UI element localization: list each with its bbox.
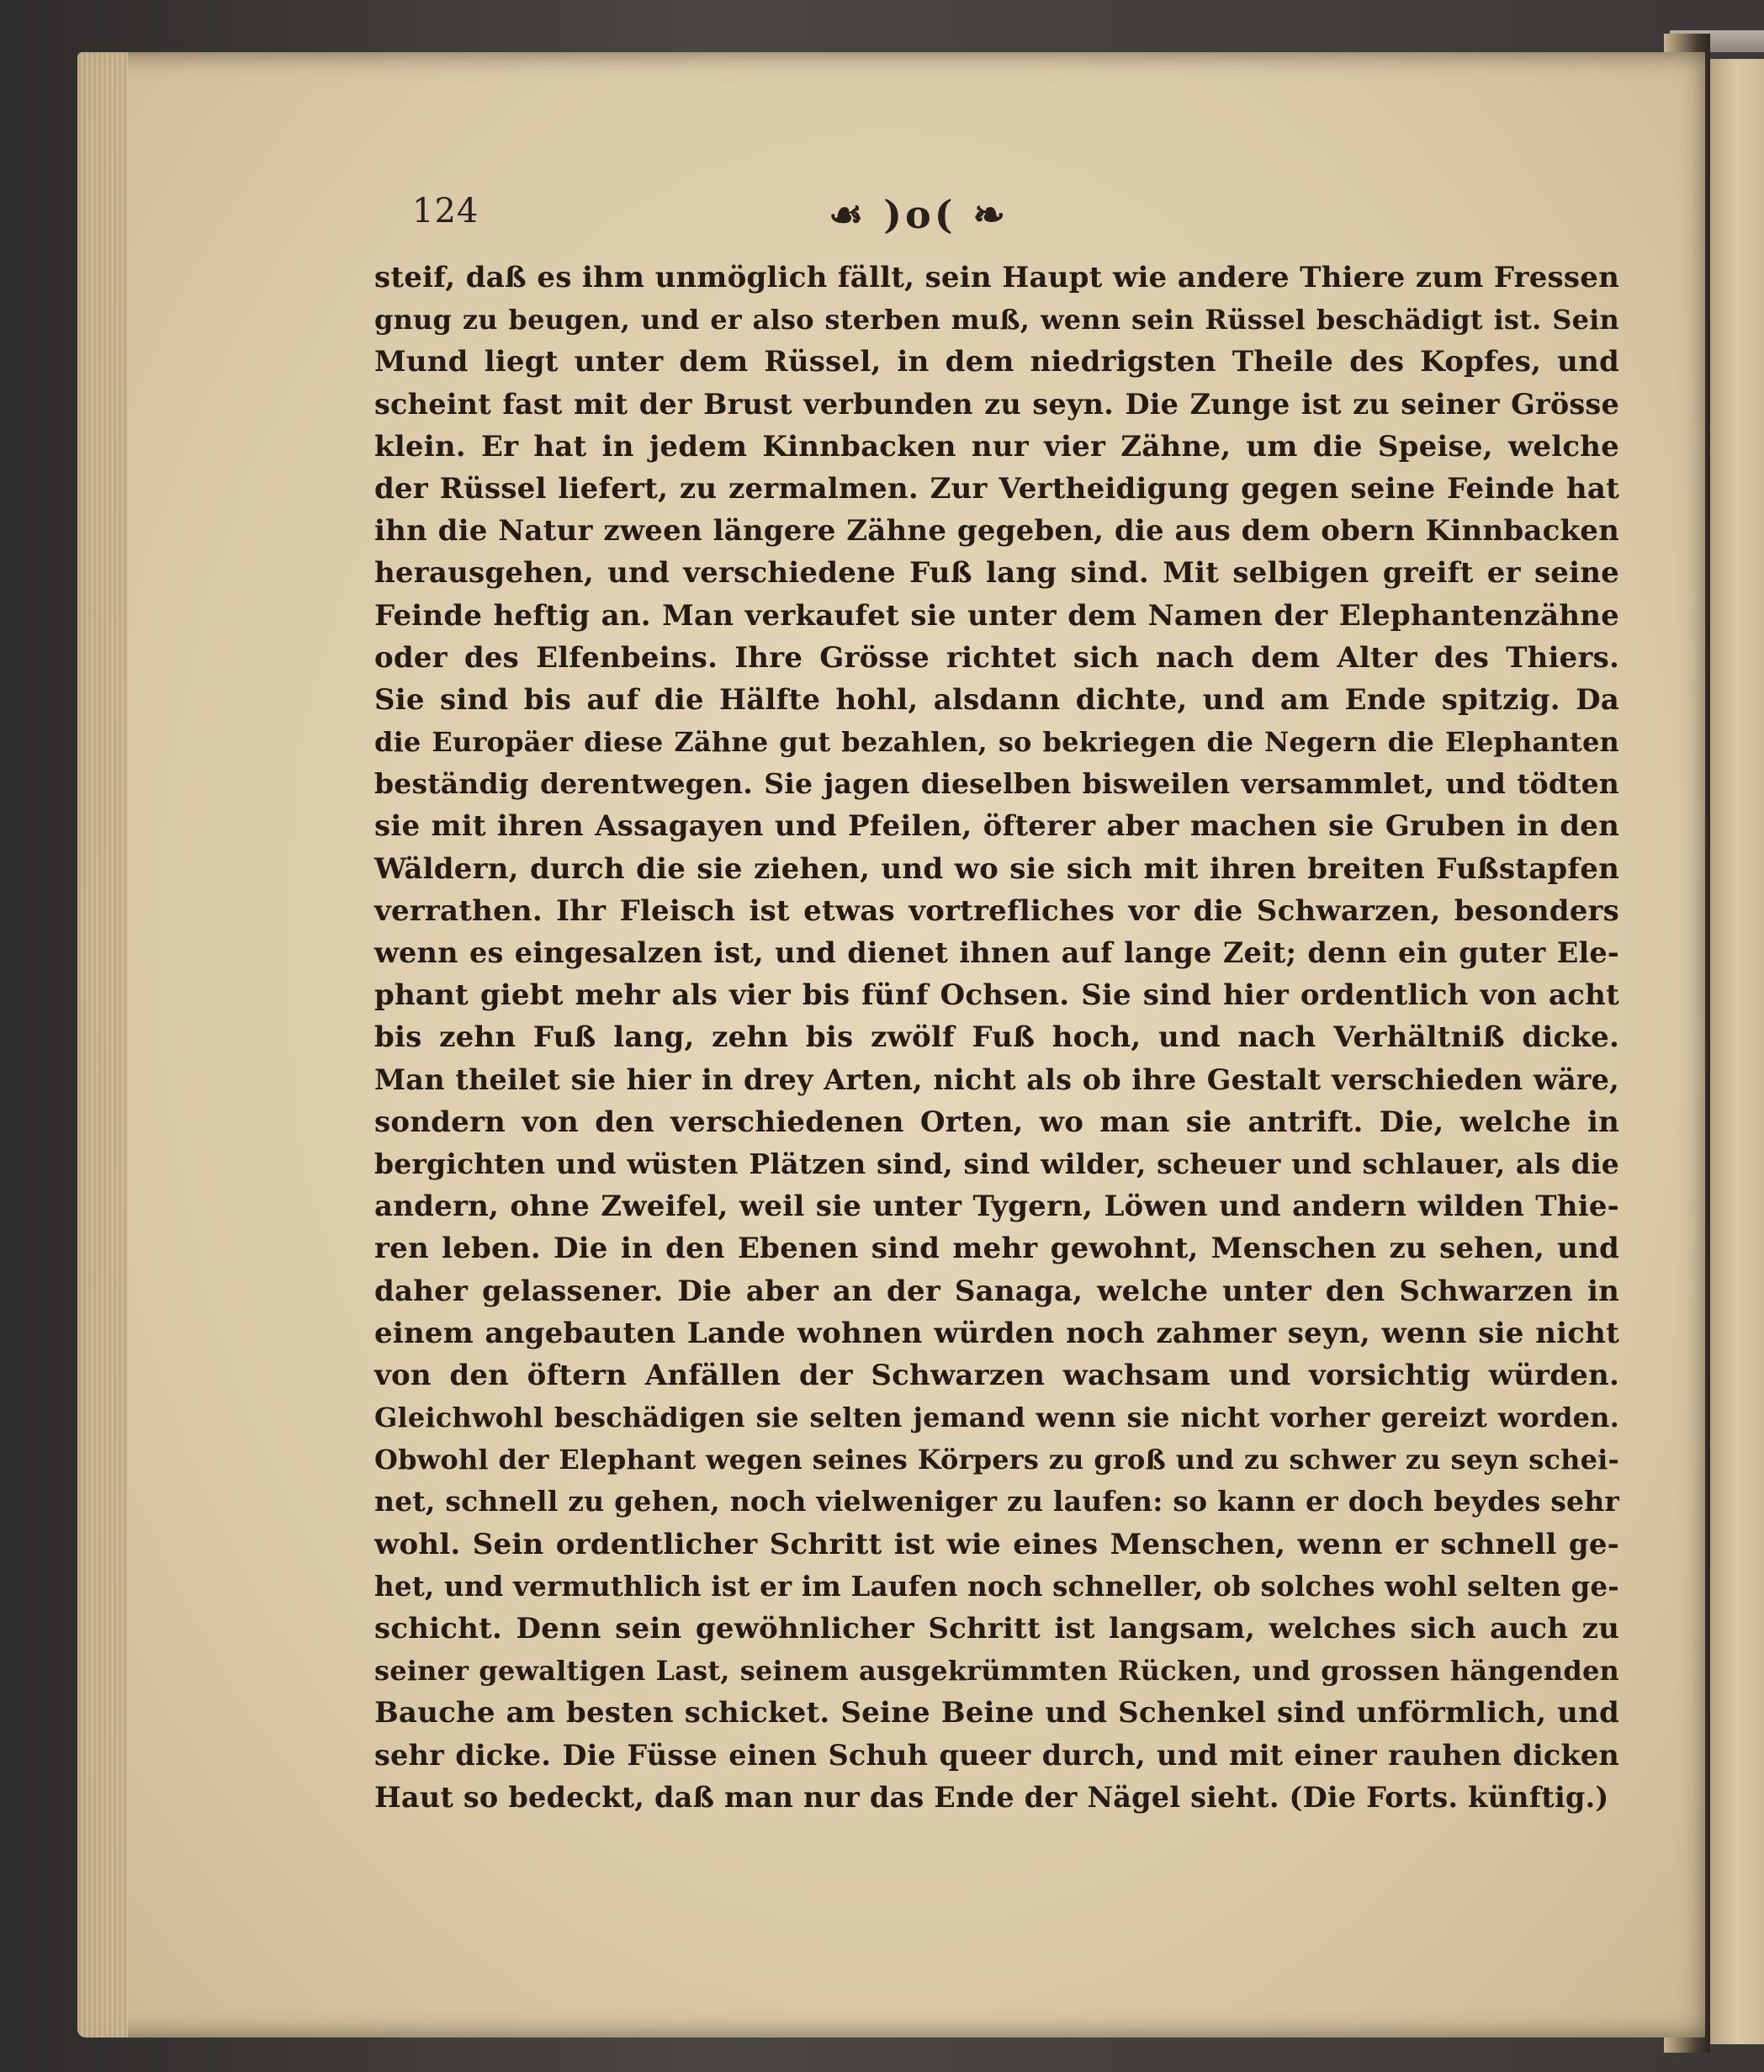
page-header xyxy=(0,192,1764,251)
page-number: 124 xyxy=(412,192,479,231)
text-line: die Europäer diese Zähne gut bezahlen, so bekriegen die Negern die Elephanten xyxy=(374,726,1619,759)
text-line: Wäldern, durch die sie ziehen, und wo sie sich mit ihren breiten Fußstapfen xyxy=(374,851,1619,886)
text-line: verrathen. Ihr Fleisch ist etwas vortrefliches vor die Schwarzen, besonders xyxy=(374,893,1619,928)
text-line: Sie sind bis auf die Hälfte hohl, alsdann dichte, und am Ende spitzig. Da xyxy=(374,682,1619,717)
text-line: daher gelassener. Die aber an der Sanaga, welche unter den Schwarzen in xyxy=(374,1274,1619,1308)
text-line: Gleichwohl beschädigen sie selten jemand wenn sie nicht vorher gereizt worden. xyxy=(374,1402,1619,1434)
text-line: sondern von den verschiedenen Orten, wo man sie antrift. Die, welche in xyxy=(374,1105,1619,1139)
text-line: Feinde heftig an. Man verkaufet sie unter dem Namen der Elephantenzähne xyxy=(374,598,1619,633)
text-line: herausgehen, und verschiedene Fuß lang sind. Mit selbigen greift er seine xyxy=(374,556,1619,591)
text-line: steif, daß es ihm unmöglich fällt, sein Haupt wie andere Thiere zum Fressen xyxy=(374,261,1619,294)
page-stack-edges xyxy=(77,52,128,2038)
text-line: der Rüssel liefert, zu zermalmen. Zur Vertheidigung gegen seine Feinde hat xyxy=(374,471,1619,506)
text-line: von den öftern Anfällen der Schwarzen wachsam und vorsichtig würden. xyxy=(374,1358,1619,1392)
text-line: ihn die Natur zween längere Zähne gegeben, die aus dem obern Kinnbacken xyxy=(374,514,1619,548)
text-line: gnug zu beugen, und er also sterben muß, wenn sein Rüssel beschädigt ist. Sein xyxy=(374,304,1619,337)
text-line: ren leben. Die in den Ebenen sind mehr gewohnt, Menschen zu sehen, und xyxy=(374,1232,1619,1266)
text-line: wohl. Sein ordentlicher Schritt ist wie eines Menschen, wenn er schnell ge- xyxy=(374,1527,1619,1561)
text-line: het, und vermuthlich ist er im Laufen noch schneller, ob solches wohl selten ge- xyxy=(374,1569,1619,1603)
text-line: oder des Elfenbeins. Ihre Grösse richtet sich nach dem Alter des Thiers. xyxy=(374,640,1619,675)
text-line: sie mit ihren Assagayen und Pfeilen, öfterer aber machen sie Gruben in den xyxy=(374,809,1619,844)
text-line: bis zehn Fuß lang, zehn bis zwölf Fuß hoch, und nach Verhältniß dicke. xyxy=(374,1020,1619,1055)
text-line: wenn es eingesalzen ist, und dienet ihnen auf lange Zeit; denn ein guter Ele- xyxy=(374,936,1619,969)
text-line: Haut so bedeckt, daß man nur das Ende der Nägel sieht. (Die Forts. künftig.) xyxy=(374,1780,1609,1814)
facing-page-edge xyxy=(1710,59,1764,2044)
text-line: einem angebauten Lande wohnen würden noch zahmer seyn, wenn sie nicht xyxy=(374,1316,1619,1350)
text-line: klein. Er hat in jedem Kinnbacken nur vier Zähne, um die Speise, welche xyxy=(374,429,1619,464)
text-line: Man theilet sie hier in drey Arten, nicht als ob ihre Gestalt verschieden wäre, xyxy=(374,1062,1619,1096)
text-line: sehr dicke. Die Füsse einen Schuh queer durch, und mit einer rauhen dicken xyxy=(374,1738,1619,1772)
text-line: Mund liegt unter dem Rüssel, in dem niedrigsten Theile des Kopfes, und xyxy=(374,345,1619,379)
text-line: schicht. Denn sein gewöhnlicher Schritt ist langsam, welches sich auch zu xyxy=(374,1612,1619,1645)
text-line: net, schnell zu gehen, noch vielweniger zu laufen: so kann er doch beydes sehr xyxy=(374,1485,1619,1518)
text-line: Bauche am besten schicket. Seine Beine und Schenkel sind unförmlich, und xyxy=(374,1696,1619,1730)
text-line: phant giebt mehr als vier bis fünf Ochsen. Sie sind hier ordentlich von acht xyxy=(374,978,1619,1013)
header-ornament: ☙ )o( ❧ xyxy=(829,192,1009,237)
text-line: Obwohl der Elephant wegen seines Körpers zu groß und zu schwer zu seyn schei- xyxy=(374,1444,1619,1476)
body-text xyxy=(374,257,1619,1819)
text-line: bergichten und wüsten Plätzen sind, sind wilder, scheuer und schlauer, als die xyxy=(374,1147,1619,1180)
text-line: andern, ohne Zweifel, weil sie unter Tygern, Löwen und andern wilden Thie- xyxy=(374,1190,1619,1224)
text-line: scheint fast mit der Brust verbunden zu seyn. Die Zunge ist zu seiner Grösse xyxy=(374,387,1619,421)
text-line: beständig derentwegen. Sie jagen dieselben bisweilen versammlet, und tödten xyxy=(374,767,1619,801)
text-line: seiner gewaltigen Last, seinem ausgekrümmten Rücken, und grossen hängenden xyxy=(374,1655,1619,1688)
